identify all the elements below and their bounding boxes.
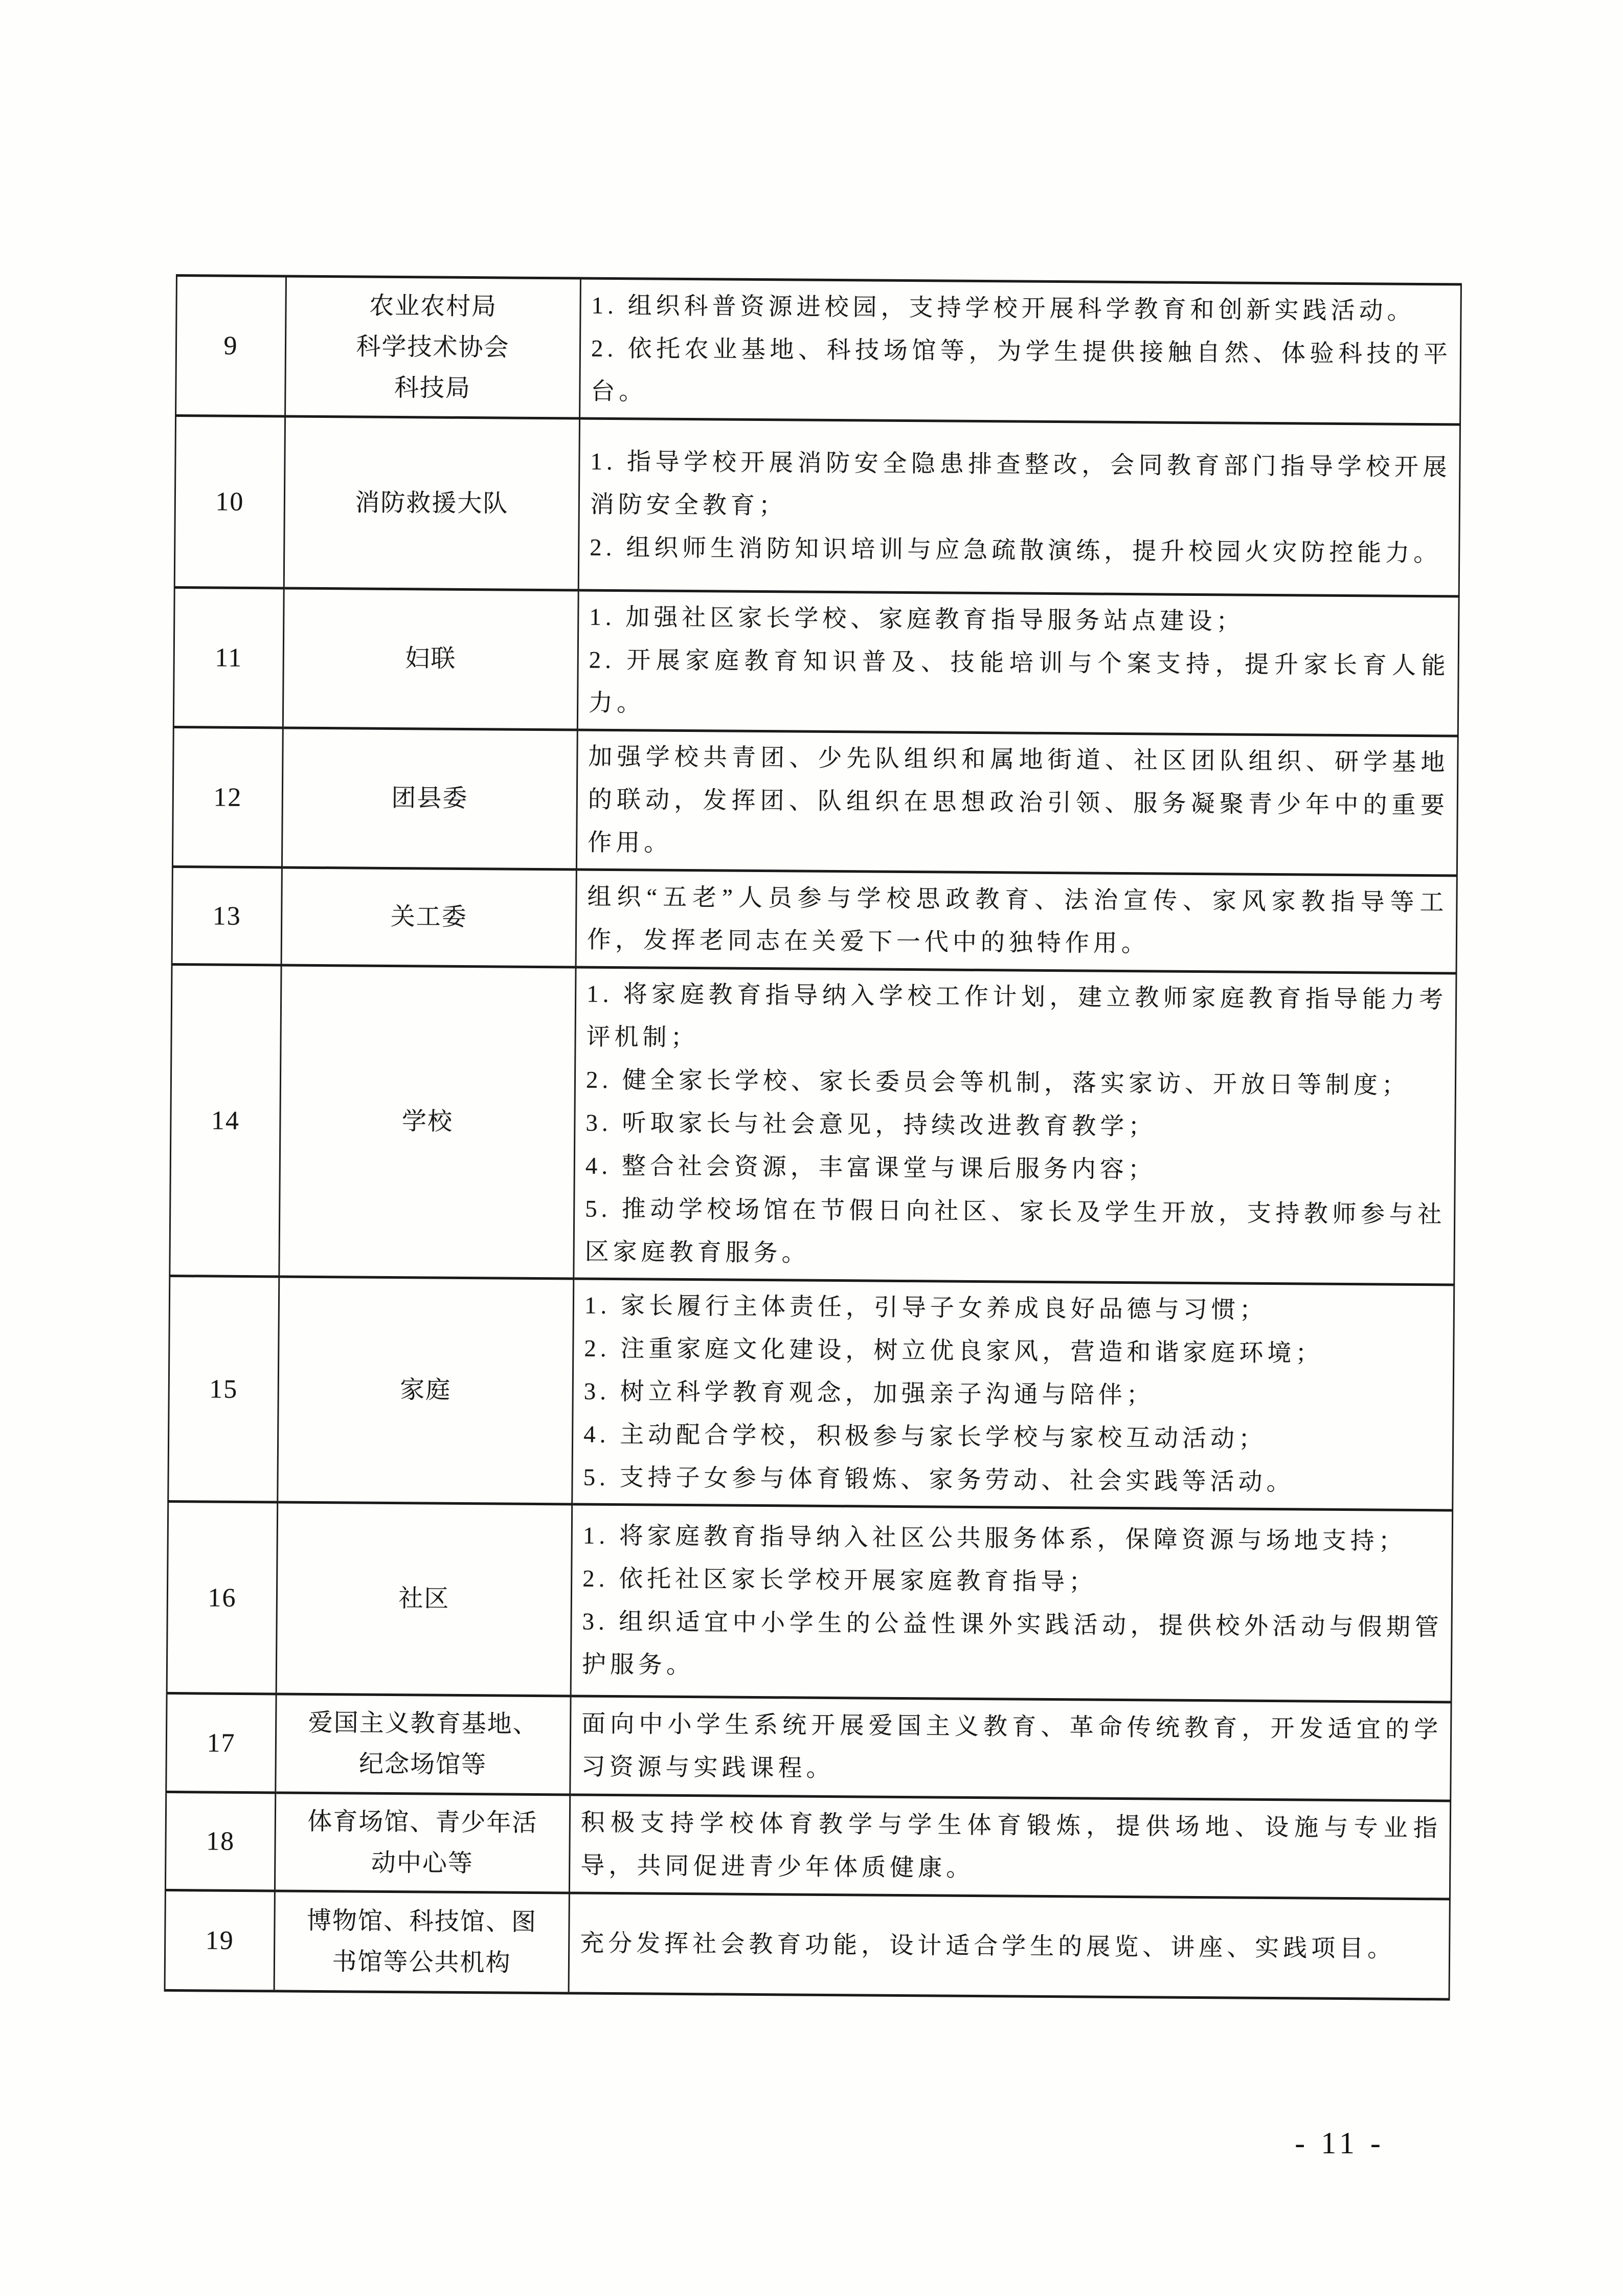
organization-cell: 关工委: [281, 867, 576, 967]
table-row: [173, 587, 1459, 736]
responsibilities-cell: 充分发挥社会教育功能，设计适合学生的展览、讲座、实践项目。: [569, 1893, 1450, 1999]
responsibility-table-grid: [164, 274, 1462, 2000]
table-row: [167, 1501, 1453, 1702]
row-index-cell: 9: [176, 276, 286, 416]
table-row: [168, 1276, 1454, 1510]
row-index-cell: 14: [170, 964, 281, 1276]
responsibilities-cell: 组织“五老”人员参与学校思政教育、法治宣传、家风家教指导等工作，发挥老同志在关爱下一代中的独特作用。: [576, 870, 1457, 973]
responsibilities-cell: 1. 加强社区家长学校、家庭教育指导服务站点建设； 2. 开展家庭教育知识普及、技能培训与个案支持，提升家长育人能力。: [577, 590, 1459, 736]
table-row: [165, 1890, 1450, 1999]
organization-cell: 学校: [279, 965, 576, 1279]
responsibilities-cell: 1. 将家庭教育指导纳入学校工作计划，建立教师家庭教育指导能力考评机制； 2. 健全家长学校、家长委员会等机制，落实家访、开放日等制度； 3. 听取家长与社会意见，持续改进教育教学； 4. 整合社会资源，丰富课堂与课后服务内容； 5. 推动学校场馆在节假日向社区、家长及学生开放，支持教师参与社区家庭教育服务。: [574, 967, 1456, 1285]
organization-cell: 社区: [276, 1502, 572, 1696]
organization-cell: 爱国主义教育基地、 纪念场馆等: [276, 1694, 571, 1795]
responsibilities-cell: 面向中小学生系统开展爱国主义教育、革命传统教育，开发适宜的学习资源与实践课程。: [570, 1696, 1451, 1801]
responsibilities-cell: 1. 指导学校开展消防安全隐患排查整改，会同教育部门指导学校开展消防安全教育； 2. 组织师生消防知识培训与应急疏散演练，提升校园火灾防控能力。: [578, 418, 1460, 596]
row-index-cell: 13: [172, 866, 282, 965]
table-row: [166, 1693, 1451, 1801]
row-index-cell: 11: [173, 587, 284, 727]
table-row: [170, 964, 1456, 1285]
page-number: - 11 -: [1295, 2126, 1385, 2160]
responsibilities-cell: 1. 组织科普资源进校园，支持学校开展科学教育和创新实践活动。 2. 依托农业基地、科技场馆等，为学生提供接触自然、体验科技的平台。: [580, 278, 1461, 425]
organization-cell: 农业农村局 科学技术协会 科技局: [285, 276, 581, 418]
organization-cell: 团县委: [282, 728, 577, 870]
table-row: [172, 727, 1458, 876]
organization-cell: 体育场馆、青少年活 动中心等: [275, 1793, 570, 1893]
row-index-cell: 15: [168, 1276, 279, 1502]
table-row: [176, 276, 1461, 425]
responsibilities-cell: 1. 家长履行主体责任，引导子女养成良好品德与习惯； 2. 注重家庭文化建设，树立优良家风，营造和谐家庭环境； 3. 树立科学教育观念，加强亲子沟通与陪伴； 4. 主动配合学校，积极参与家长学校与家校互动活动； 5. 支持子女参与体育锻炼、家务劳动、社会实践等活动。: [572, 1279, 1454, 1510]
row-index-cell: 18: [165, 1792, 275, 1890]
row-index-cell: 16: [167, 1501, 278, 1693]
row-index-cell: 19: [165, 1890, 275, 1991]
table-row: [172, 866, 1457, 973]
table-row: [174, 416, 1460, 597]
row-index-cell: 12: [172, 727, 283, 867]
table-row: [165, 1792, 1450, 1899]
responsibility-table: [164, 274, 1460, 2000]
organization-cell: 消防救援大队: [284, 416, 579, 590]
row-index-cell: 17: [166, 1693, 276, 1792]
organization-cell: 博物馆、科技馆、图 书馆等公共机构: [274, 1891, 569, 1993]
organization-cell: 妇联: [283, 588, 578, 730]
row-index-cell: 10: [174, 416, 285, 588]
organization-cell: 家庭: [278, 1277, 574, 1504]
responsibilities-cell: 加强学校共青团、少先队组织和属地街道、社区团队组织、研学基地的联动，发挥团、队组织在思想政治引领、服务凝聚青少年中的重要作用。: [576, 730, 1458, 876]
responsibilities-cell: 积极支持学校体育教学与学生体育锻炼，提供场地、设施与专业指导，共同促进青少年体质健康。: [569, 1795, 1450, 1899]
responsibilities-cell: 1. 将家庭教育指导纳入社区公共服务体系，保障资源与场地支持； 2. 依托社区家长学校开展家庭教育指导； 3. 组织适宜中小学生的公益性课外实践活动，提供校外活动与假期管护服务。: [571, 1504, 1453, 1702]
